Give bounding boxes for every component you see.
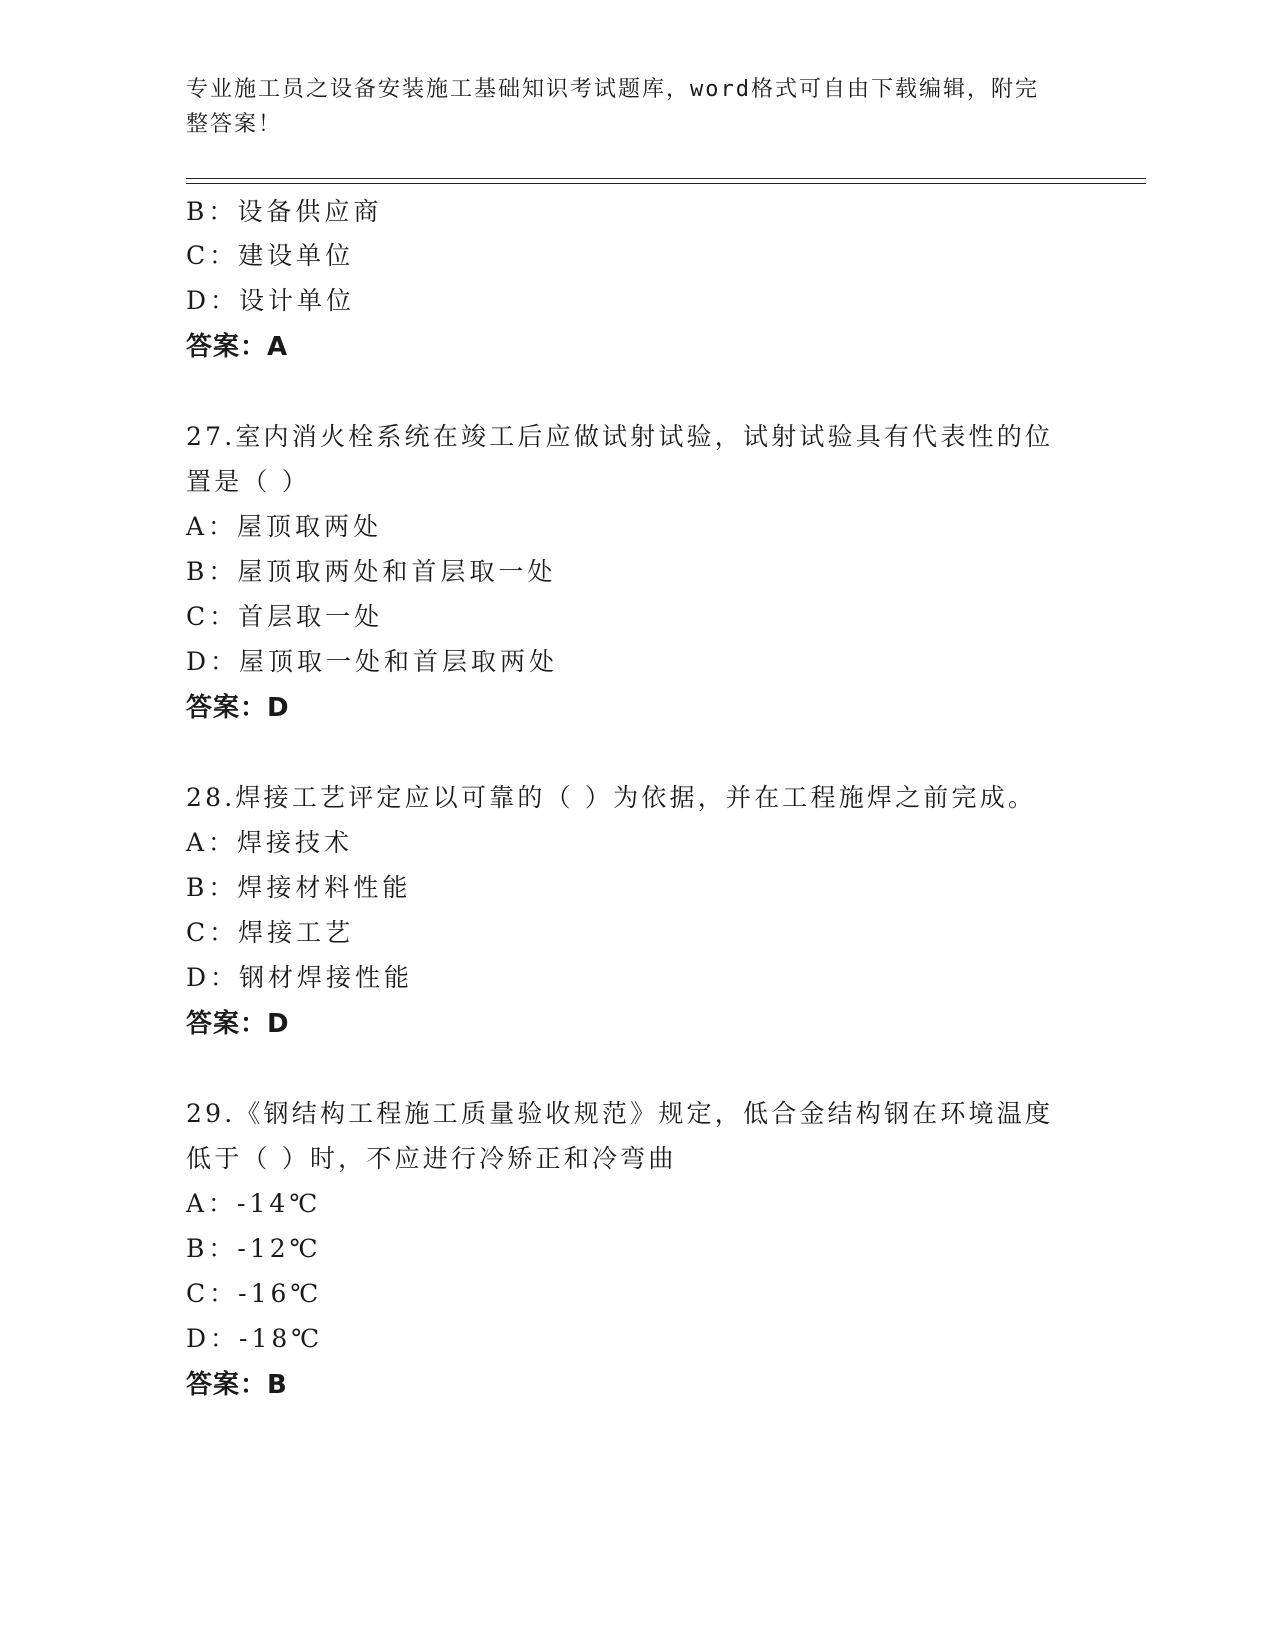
header-line-2: 整答案！ [186, 112, 283, 137]
q26-answer: 答案：A [186, 332, 289, 362]
q27-answer: 答案：D [186, 693, 290, 723]
q28-option-d: D：钢材焊接性能 [186, 963, 414, 992]
q29-answer: 答案：B [186, 1370, 288, 1400]
q29-stem-line-2: 低于（ ）时，不应进行冷矫正和冷弯曲 [186, 1144, 677, 1173]
q27-stem-line-2: 置是（ ） [186, 467, 310, 496]
q26-option-b: B：设备供应商 [186, 197, 383, 226]
q26-option-d: D：设计单位 [186, 286, 356, 315]
q28-answer: 答案：D [186, 1009, 290, 1039]
q27-option-d: D：屋顶取一处和首层取两处 [186, 647, 559, 676]
q28-option-b: B：焊接材料性能 [186, 873, 412, 902]
q28-stem-line-1: 28.焊接工艺评定应以可靠的（ ）为依据，并在工程施焊之前完成。 [186, 783, 1037, 812]
q29-option-a: A：-14℃ [186, 1189, 322, 1218]
q27-option-b: B：屋顶取两处和首层取一处 [186, 557, 557, 586]
q27-stem-line-1: 27.室内消火栓系统在竣工后应做试射试验，试射试验具有代表性的位 [186, 422, 1054, 451]
q27-option-a: A：屋顶取两处 [186, 512, 383, 541]
header-line-1: 专业施工员之设备安装施工基础知识考试题库，word格式可自由下载编辑，附完 [186, 77, 1039, 102]
q29-stem-line-1: 29.《钢结构工程施工质量验收规范》规定，低合金结构钢在环境温度 [186, 1099, 1054, 1128]
q28-option-c: C：焊接工艺 [186, 918, 355, 947]
header-divider-top [186, 178, 1146, 179]
q29-option-d: D：-18℃ [186, 1324, 324, 1353]
header-divider-bottom [186, 183, 1146, 184]
q29-option-c: C：-16℃ [186, 1279, 323, 1308]
q27-option-c: C：首层取一处 [186, 602, 384, 631]
q28-option-a: A：焊接技术 [186, 828, 354, 857]
q29-option-b: B：-12℃ [186, 1234, 322, 1263]
document-header [186, 72, 1066, 142]
q26-option-c: C：建设单位 [186, 241, 355, 270]
